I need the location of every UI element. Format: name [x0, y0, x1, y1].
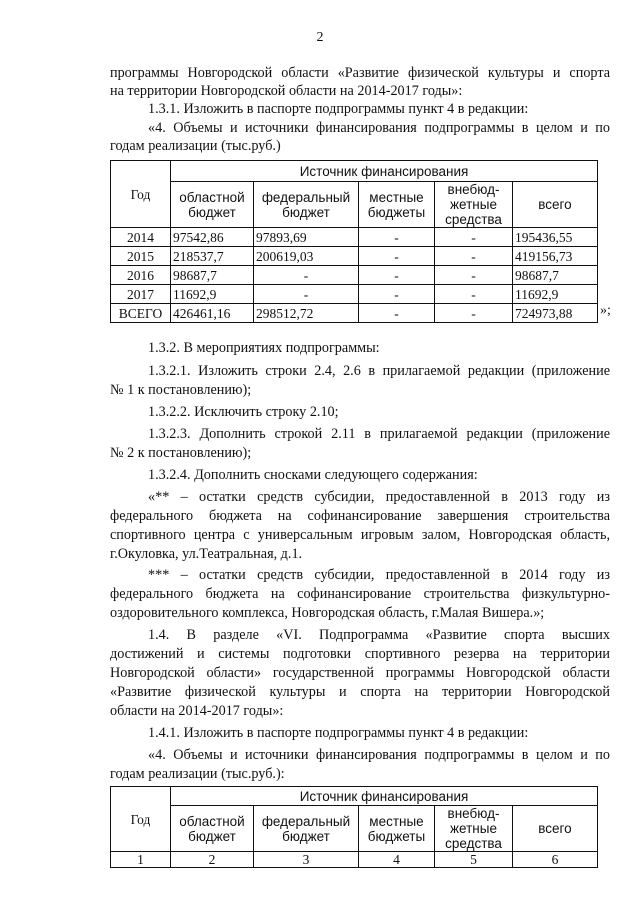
- para-1-3-2-4: 1.3.2.4. Дополнить сносками следующего содержания:: [148, 467, 478, 483]
- cell-total: 419156,73: [513, 247, 598, 266]
- col-number: 2: [171, 852, 254, 868]
- financing-table-1: [110, 160, 598, 323]
- intro-line-1: программы Новгородской области «Развитие физической культуры и спорта: [110, 65, 610, 81]
- header-local: местные бюджеты: [359, 182, 435, 228]
- footnote-3-line-2: федерального бюджета на софинансирование строительства физкультурно-: [110, 586, 610, 602]
- cell-local: -: [359, 228, 435, 247]
- cell-total: 11692,9: [513, 285, 598, 304]
- cell-year: ВСЕГО: [111, 304, 171, 323]
- header-total: всего: [513, 182, 598, 228]
- table-row: [111, 247, 598, 266]
- para-1-3-2-1-a: 1.3.2.1. Изложить строки 2.4, 2.6 в прилагаемой редакции (приложение: [148, 363, 610, 379]
- cell-federal: -: [254, 266, 359, 285]
- footnote-2-line-3: спортивного центра с универсальным игровым залом, Новгородская область,: [110, 527, 610, 543]
- cell-local: -: [359, 247, 435, 266]
- cell-regional: 11692,9: [171, 285, 254, 304]
- para-1-3-2-1-b: № 1 к постановлению);: [110, 382, 252, 398]
- para-1-4-line-4: «Развитие физической культуры и спорта на территории Новгородской: [110, 684, 610, 700]
- footnote-2-line-2: федерального бюджета на софинансирование завершения строительства: [110, 508, 610, 524]
- header-federal: федеральный бюджет: [254, 806, 359, 852]
- col-number: 1: [111, 852, 171, 868]
- financing-table-2: [110, 786, 598, 868]
- table-row: [111, 266, 598, 285]
- footnote-3-line-3: оздоровительного комплекса, Новгородская область, г.Малая Вишера.»;: [110, 605, 545, 621]
- cell-extra: -: [435, 228, 513, 247]
- col-number: 5: [435, 852, 513, 868]
- cell-total: 98687,7: [513, 266, 598, 285]
- cell-year: 2016: [111, 266, 171, 285]
- header-total: всего: [513, 806, 598, 852]
- cell-total: 724973,88: [513, 304, 598, 323]
- header-extrabudget: внебюд-жетные средства: [435, 806, 513, 852]
- cell-federal: 200619,03: [254, 247, 359, 266]
- cell-extra: -: [435, 266, 513, 285]
- para-1-3-2-3-b: № 2 к постановлению);: [110, 445, 252, 461]
- para-1-4-line-3: Новгородской области» государственной программы Новгородской области: [110, 665, 610, 681]
- page-number: 2: [316, 30, 324, 45]
- table-row: [111, 228, 598, 247]
- header-year: Год: [111, 161, 171, 228]
- para-1-4-1-quote-2: годам реализации (тыс.руб.):: [110, 766, 285, 782]
- col-number: 3: [254, 852, 359, 868]
- intro-line-5: годам реализации (тыс.руб.): [110, 138, 281, 154]
- table-closing-quote: »;: [600, 303, 611, 318]
- cell-regional: 98687,7: [171, 266, 254, 285]
- cell-total: 195436,55: [513, 228, 598, 247]
- table-row-total: [111, 304, 598, 323]
- header-year: Год: [111, 787, 171, 852]
- footnote-2-line-4: г.Окуловка, ул.Театральная, д.1.: [110, 546, 303, 562]
- cell-local: -: [359, 285, 435, 304]
- cell-year: 2015: [111, 247, 171, 266]
- para-1-4-1: 1.4.1. Изложить в паспорте подпрограммы пункт 4 в редакции:: [148, 725, 529, 741]
- header-regional: областной бюджет: [171, 182, 254, 228]
- header-extrabudget: внебюд-жетные средства: [435, 182, 513, 228]
- cell-federal: 298512,72: [254, 304, 359, 323]
- cell-federal: -: [254, 285, 359, 304]
- para-1-4-1-quote-1: «4. Объемы и источники финансирования подпрограммы в целом и по: [148, 747, 610, 763]
- intro-line-3: 1.3.1. Изложить в паспорте подпрограммы пункт 4 в редакции:: [148, 101, 529, 117]
- table-row-column-numbers: [111, 852, 598, 868]
- cell-regional: 97542,86: [171, 228, 254, 247]
- cell-extra: -: [435, 247, 513, 266]
- header-local: местные бюджеты: [359, 806, 435, 852]
- cell-year: 2014: [111, 228, 171, 247]
- para-1-4-line-5: области на 2014-2017 годы»:: [110, 703, 284, 719]
- col-number: 6: [513, 852, 598, 868]
- table-row: [111, 285, 598, 304]
- header-regional: областной бюджет: [171, 806, 254, 852]
- para-1-4-line-1: 1.4. В разделе «VI. Подпрограмма «Развитие спорта высших: [148, 627, 610, 643]
- header-source: Источник финансирования: [171, 787, 598, 806]
- cell-year: 2017: [111, 285, 171, 304]
- cell-extra: -: [435, 285, 513, 304]
- para-1-3-2: 1.3.2. В мероприятиях подпрограммы:: [148, 340, 380, 356]
- cell-regional: 218537,7: [171, 247, 254, 266]
- para-1-3-2-2: 1.3.2.2. Исключить строку 2.10;: [148, 404, 339, 420]
- header-federal: федеральный бюджет: [254, 182, 359, 228]
- header-source: Источник финансирования: [171, 161, 598, 182]
- para-1-4-line-2: достижений и системы подготовки спортивного резерва на территории: [110, 646, 610, 662]
- para-1-3-2-3-a: 1.3.2.3. Дополнить строкой 2.11 в прилагаемой редакции (приложение: [148, 426, 610, 442]
- cell-local: -: [359, 266, 435, 285]
- intro-line-4: «4. Объемы и источники финансирования подпрограммы в целом и по: [148, 120, 610, 136]
- col-number: 4: [359, 852, 435, 868]
- footnote-2-line-1: «** – остатки средств субсидии, предоставленной в 2013 году из: [148, 489, 610, 505]
- cell-regional: 426461,16: [171, 304, 254, 323]
- footnote-3-line-1: *** – остатки средств субсидии, предоставленной в 2014 году из: [148, 567, 610, 583]
- cell-extra: -: [435, 304, 513, 323]
- intro-line-2: на территории Новгородской области на 2014-2017 годы»:: [110, 83, 463, 99]
- cell-federal: 97893,69: [254, 228, 359, 247]
- cell-local: -: [359, 304, 435, 323]
